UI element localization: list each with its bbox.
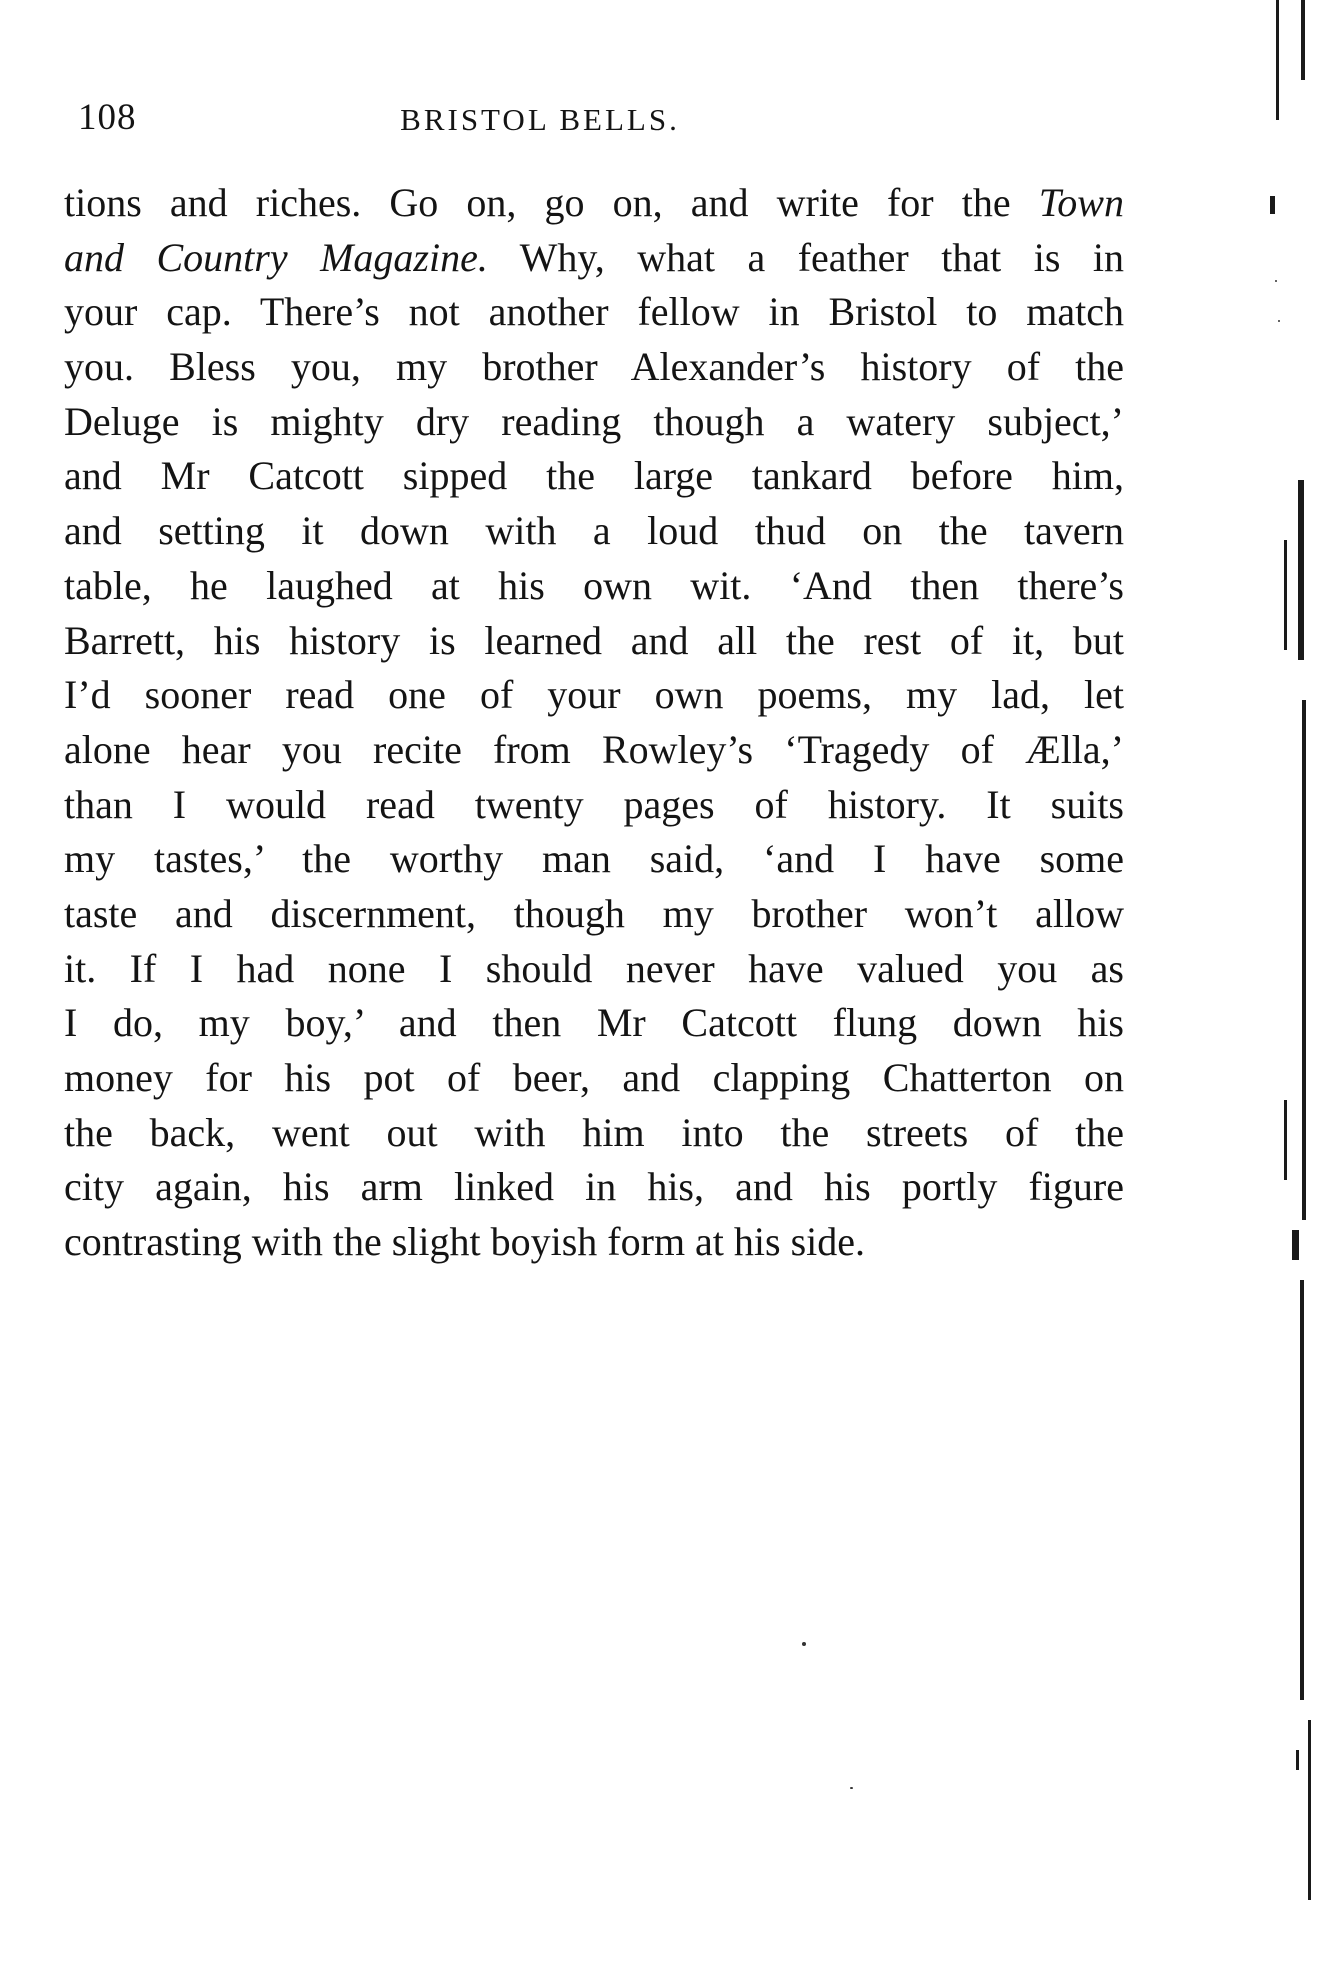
text-line: the back, went out with him into the streets of the — [64, 1109, 1124, 1155]
text-line: and Country Magazine. Why, what a feather that is in — [64, 234, 1124, 280]
text-line: taste and discernment, though my brother won’t allow — [64, 890, 1124, 936]
running-head: BRISTOL BELLS. — [400, 102, 680, 137]
text-line: and Mr Catcott sipped the large tankard before him, — [64, 453, 1124, 499]
body-text — [64, 176, 1124, 1270]
text-line: contrasting with the slight boyish form at his side. — [64, 1219, 866, 1265]
page-number: 108 — [78, 97, 137, 138]
text-line: city again, his arm linked in his, and his portly figure — [64, 1164, 1124, 1210]
text-line: Barrett, his history is learned and all the rest of it, but — [64, 617, 1124, 663]
text-line: I do, my boy,’ and then Mr Catcott flung down his — [64, 1000, 1124, 1046]
text-line: money for his pot of beer, and clapping Chatterton on — [64, 1055, 1124, 1100]
text-line: tions and riches. Go on, go on, and write for the Town — [64, 180, 1124, 225]
text-line: than I would read twenty pages of history. It suits — [64, 781, 1124, 827]
text-line: and setting it down with a loud thud on the tavern — [64, 508, 1124, 554]
text-line: it. If I had none I should never have valued you as — [64, 945, 1124, 991]
text-line: my tastes,’ the worthy man said, ‘and I have some — [64, 836, 1124, 882]
text-line: alone hear you recite from Rowley’s ‘Tragedy of Ælla,’ — [64, 726, 1124, 772]
text-line: table, he laughed at his own wit. ‘And then there’s — [64, 562, 1124, 608]
text-line: Deluge is mighty dry reading though a watery subject,’ — [64, 398, 1124, 444]
text-line: I’d sooner read one of your own poems, my lad, let — [64, 672, 1124, 718]
text-line: your cap. There’s not another fellow in Bristol to match — [64, 289, 1124, 335]
text-line: you. Bless you, my brother Alexander’s history of the — [64, 344, 1124, 390]
